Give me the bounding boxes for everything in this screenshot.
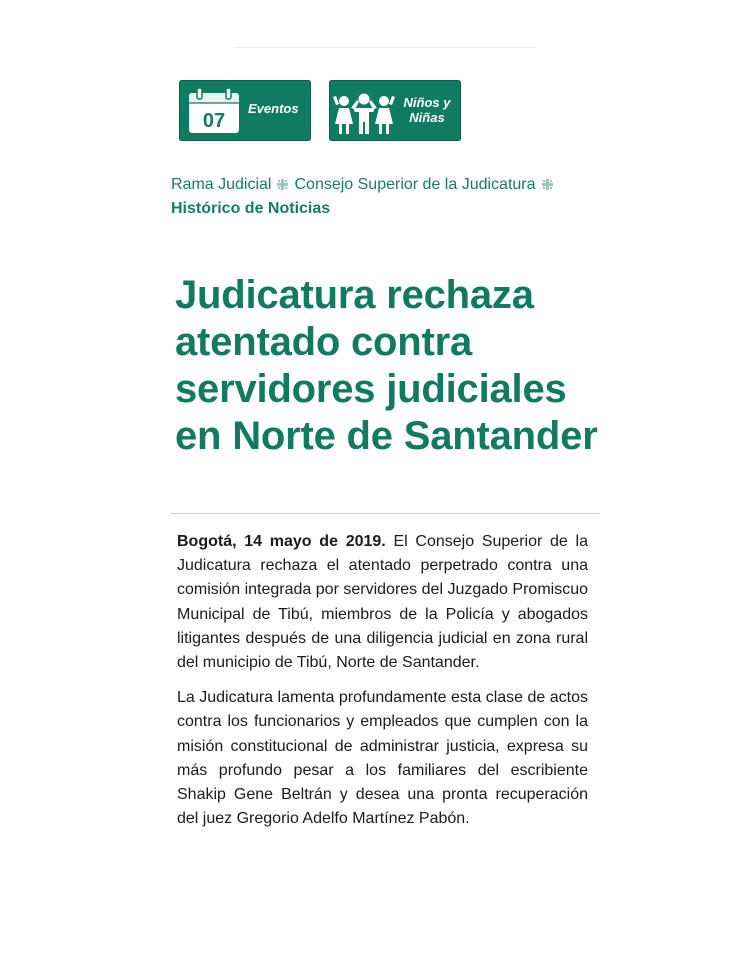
- children-icon: [331, 88, 397, 138]
- breadcrumb-historico-noticias[interactable]: Histórico de Noticias: [171, 200, 331, 217]
- kids-banner[interactable]: [329, 80, 461, 141]
- article-body: [177, 530, 588, 842]
- article-paragraph: La Judicatura lamenta profundamente esta clase de actos contra los funcionarios y empleados que cumplen con la misión constitucional de administrar justicia, expresa su más profundo pesar a los familiares del escribiente Shakip Gene Beltrán y desea una pronta recuperación del juez Gregorio Adelfo Martínez Pabón.: [177, 689, 588, 828]
- article-dateline: Bogotá, 14 mayo de 2019.: [177, 533, 386, 550]
- breadcrumb-rama-judicial[interactable]: Rama Judicial: [171, 176, 272, 193]
- article-paragraph-text: El Consejo Superior de la Judicatura rechaza el atentado perpetrado contra una comisión integrada por servidores del Juzgado Promiscuo Municipal de Tibú, miembros de la Policía y abogados litigantes después de una diligencia judicial en zona rural del municipio de Tibú, Norte de Santander.: [177, 533, 588, 672]
- breadcrumb-separator-icon: [542, 179, 553, 190]
- kids-label-line1: Niños y: [403, 95, 451, 110]
- calendar-icon: [186, 87, 243, 135]
- kids-label-line2: Niñas: [409, 110, 445, 125]
- calendar-day: 07: [202, 110, 226, 132]
- breadcrumb: [171, 173, 611, 221]
- breadcrumb-consejo-superior[interactable]: Consejo Superior de la Judicatura: [294, 176, 536, 193]
- events-banner[interactable]: [179, 80, 311, 141]
- kids-label: [397, 95, 457, 125]
- title-divider: [171, 513, 600, 514]
- article-title: Judicatura rechaza atentado contra servidores judiciales en Norte de Santander: [175, 273, 598, 458]
- article-paragraph: [177, 530, 588, 675]
- breadcrumb-separator-icon: [277, 179, 288, 190]
- top-divider: [234, 47, 536, 48]
- events-label: Eventos: [248, 101, 299, 116]
